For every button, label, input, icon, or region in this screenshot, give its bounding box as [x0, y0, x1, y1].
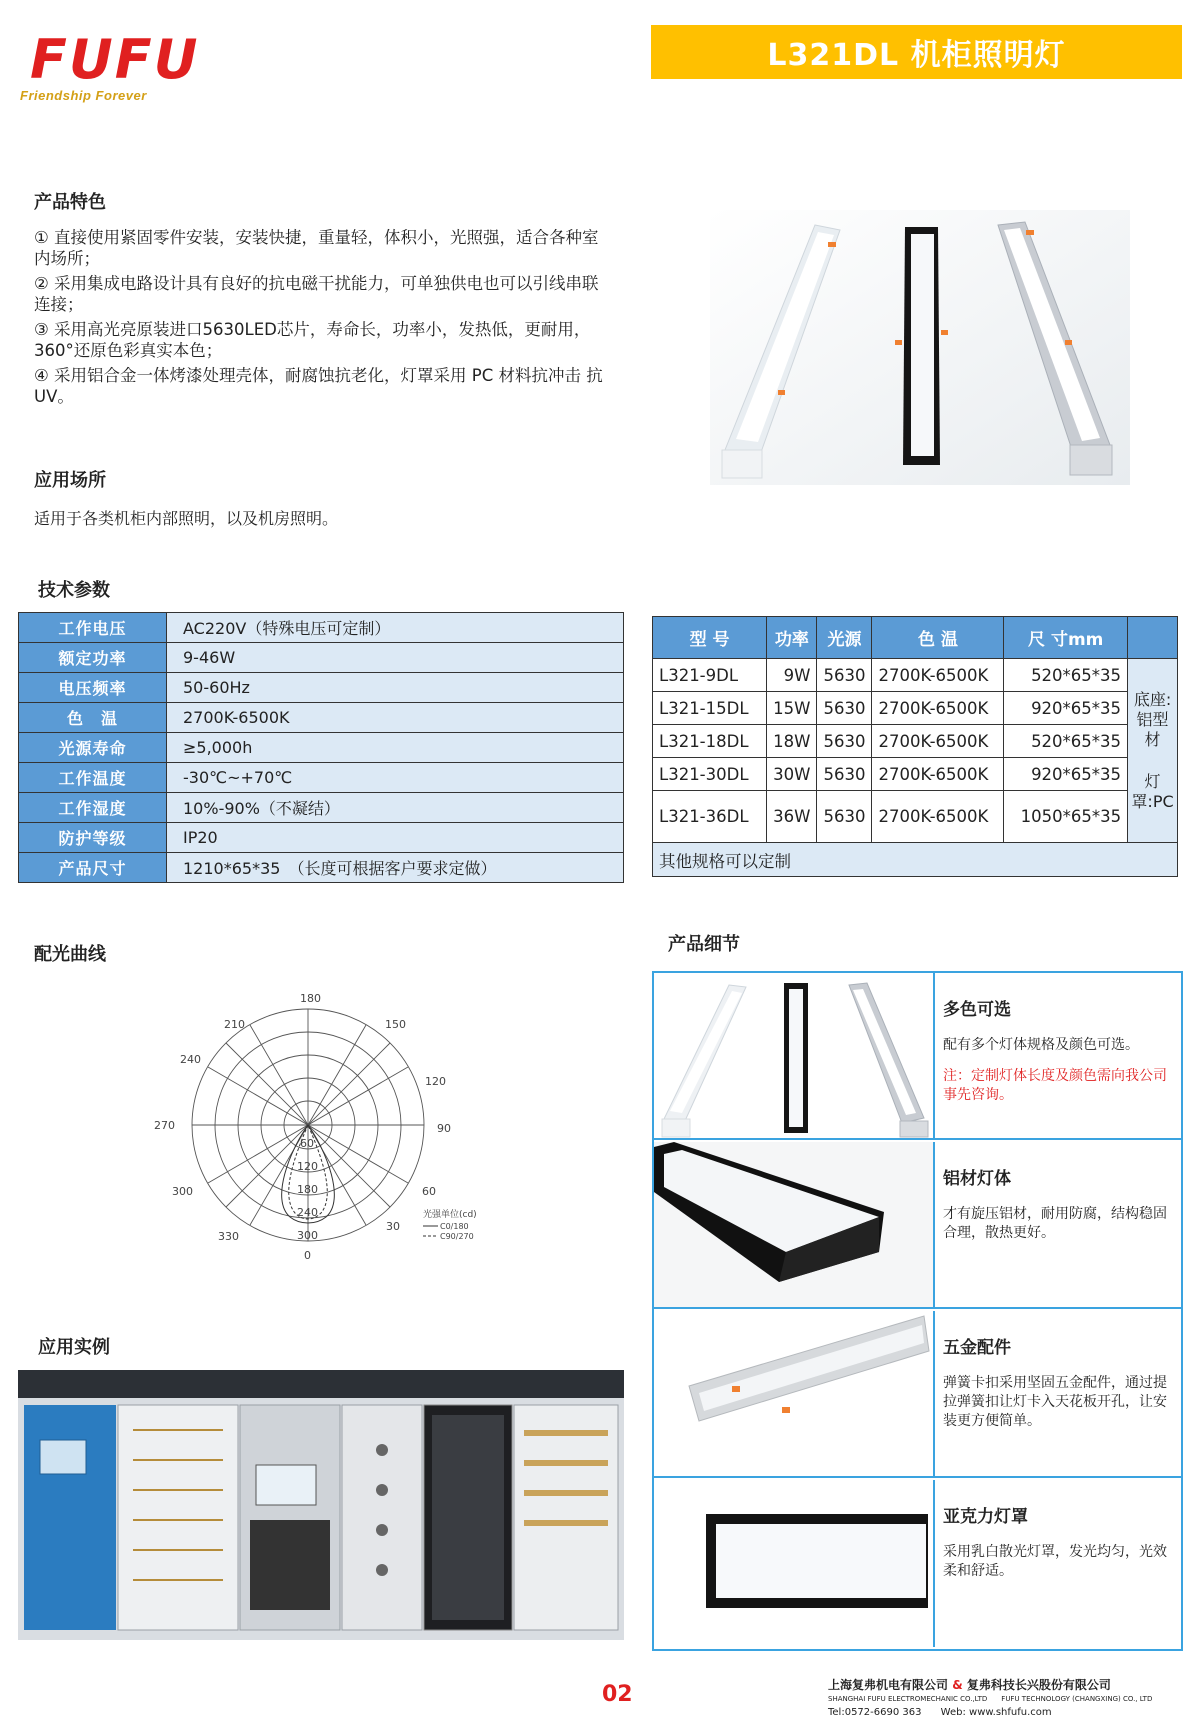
application-heading: 应用场所: [34, 470, 106, 491]
spec-key: 工作湿度: [19, 793, 167, 823]
ring-label: 240: [297, 1206, 318, 1219]
spec-key: 电压频率: [19, 673, 167, 703]
spec-value: ≥5,000h: [167, 733, 624, 763]
angle-label: 240: [180, 1053, 201, 1066]
detail-image-acrylic: [654, 1480, 935, 1647]
page-number: 02: [602, 1682, 633, 1707]
cell-model: L321-15DL: [653, 692, 767, 725]
ampersand: &: [952, 1678, 963, 1692]
table-row: [19, 703, 624, 733]
table-row: [653, 659, 1178, 692]
table-row: [653, 843, 1178, 877]
footer-en: SHANGHAI FUFU ELECTROMECHANIC CO.,LTD FUFU TECHNOLOGY (CHANGXING) CO., LTD: [828, 1695, 1153, 1703]
detail-image-colors: [654, 973, 935, 1138]
company-2: 复弗科技长兴股份有限公司: [966, 1678, 1111, 1692]
detail-panel: [652, 971, 1183, 1651]
material-note: [1128, 659, 1178, 843]
features-list: [34, 227, 614, 411]
cell-power: 18W: [767, 725, 817, 758]
feature-item: ② 采用集成电路设计具有良好的抗电磁干扰能力，可单独供电也可以引线串联连接；: [34, 274, 599, 314]
legend-c90: C90/270: [440, 1232, 474, 1241]
features-heading: 产品特色: [34, 192, 106, 213]
detail-desc: 才有旋压铝材，耐用防腐，结构稳固合理，散热更好。: [943, 1206, 1167, 1241]
cell-source: 5630: [817, 791, 872, 843]
footer-contact: [828, 1706, 1188, 1720]
cell-size: 1050*65*35: [1004, 791, 1128, 843]
table-row: [19, 613, 624, 643]
specs-heading: 技术参数: [38, 580, 110, 601]
angle-label: 180: [300, 992, 321, 1005]
detail-note: 注：定制灯体长度及颜色需向我公司事先咨询。: [943, 1068, 1167, 1103]
title-banner: [651, 25, 1182, 79]
polar-chart: [140, 985, 500, 1275]
custom-note: 其他规格可以定制: [653, 843, 1178, 877]
column-header: 功率: [767, 617, 817, 659]
cell-power: 9W: [767, 659, 817, 692]
feature-item: ③ 采用高光亮原装进口5630LED芯片，寿命长，功率小，发热低，更耐用，360°还原色彩真实本色；: [34, 320, 591, 360]
spec-value: 10%-90%（不凝结）: [167, 793, 624, 823]
table-row: [19, 823, 624, 853]
angle-label: 300: [172, 1185, 193, 1198]
table-row: [19, 793, 624, 823]
cell-source: 5630: [817, 725, 872, 758]
spec-key: 防护等级: [19, 823, 167, 853]
table-row: [19, 853, 624, 883]
ring-label: 60: [300, 1137, 314, 1150]
table-row: [653, 758, 1178, 791]
detail-desc: 采用乳白散光灯罩，发光均匀，光效柔和舒适。: [943, 1544, 1167, 1579]
footer-web: Web: www.shfufu.com: [940, 1707, 1052, 1718]
column-header-blank: [1128, 617, 1178, 659]
detail-title: 亚克力灯罩: [943, 1507, 1028, 1527]
angle-label: 60: [422, 1185, 436, 1198]
spec-value: AC220V（特殊电压可定制）: [167, 613, 624, 643]
legend-c0: C0/180: [440, 1222, 469, 1231]
cell-cct: 2700K-6500K: [872, 725, 1004, 758]
table-row: [19, 763, 624, 793]
application-text: 适用于各类机柜内部照明，以及机房照明。: [34, 509, 339, 528]
logo-wordmark: FUFU: [30, 28, 200, 91]
cell-cct: 2700K-6500K: [872, 692, 1004, 725]
spec-value: -30℃~+70℃: [167, 763, 624, 793]
angle-label: 90: [437, 1122, 451, 1135]
column-header: 色 温: [872, 617, 1004, 659]
detail-title: 五金配件: [943, 1338, 1011, 1358]
material-base: 底座:铝型材: [1133, 689, 1172, 749]
details-heading: 产品细节: [668, 934, 740, 955]
ring-label: 120: [297, 1160, 318, 1173]
spec-key: 额定功率: [19, 643, 167, 673]
ring-label: 180: [297, 1183, 318, 1196]
cell-cct: 2700K-6500K: [872, 791, 1004, 843]
angle-label: 270: [154, 1119, 175, 1132]
angle-label: 150: [385, 1018, 406, 1031]
spec-value: 2700K-6500K: [167, 703, 624, 733]
cell-size: 920*65*35: [1004, 758, 1128, 791]
spec-key: 色 温: [19, 703, 167, 733]
table-header-row: [653, 617, 1178, 659]
angle-label: 30: [386, 1220, 400, 1233]
cell-model: L321-18DL: [653, 725, 767, 758]
cell-cct: 2700K-6500K: [872, 659, 1004, 692]
detail-title: 铝材灯体: [943, 1169, 1011, 1189]
spec-value: 9-46W: [167, 643, 624, 673]
cell-size: 520*65*35: [1004, 725, 1128, 758]
logo-tagline: Friendship Forever: [20, 88, 147, 103]
footer: [828, 1678, 1188, 1720]
table-row: [19, 733, 624, 763]
cell-model: L321-36DL: [653, 791, 767, 843]
cell-power: 15W: [767, 692, 817, 725]
example-heading: 应用实例: [38, 1337, 110, 1358]
application-photo: [18, 1370, 624, 1640]
table-row: [19, 673, 624, 703]
footer-tel: Tel:0572-6690 363: [828, 1707, 922, 1718]
spec-table: [18, 612, 624, 883]
table-row: [653, 725, 1178, 758]
column-header: 型 号: [653, 617, 767, 659]
detail-desc: 弹簧卡扣采用坚固五金配件，通过提拉弹簧扣让灯卡入天花板开孔，让安装更方便简单。: [943, 1375, 1167, 1429]
polar-heading: 配光曲线: [34, 944, 106, 965]
feature-item: ① 直接使用紧固零件安装，安装快捷，重量轻，体积小，光照强，适合各种室内场所；: [34, 228, 599, 268]
cell-size: 520*65*35: [1004, 659, 1128, 692]
cell-cct: 2700K-6500K: [872, 758, 1004, 791]
detail-row: [654, 1142, 1181, 1309]
company-1: 上海复弗机电有限公司: [828, 1678, 949, 1692]
cell-power: 36W: [767, 791, 817, 843]
detail-desc: 配有多个灯体规格及颜色可选。: [943, 1037, 1139, 1053]
table-row: [19, 643, 624, 673]
material-cover: 灯罩:PC: [1131, 771, 1174, 811]
ring-label: 300: [297, 1229, 318, 1242]
angle-label: 0: [304, 1249, 311, 1262]
spec-key: 产品尺寸: [19, 853, 167, 883]
brand-logo: [18, 28, 200, 108]
product-illustration: [710, 210, 1130, 485]
column-header: 光源: [817, 617, 872, 659]
cell-model: L321-30DL: [653, 758, 767, 791]
spec-key: 光源寿命: [19, 733, 167, 763]
spec-value: 1210*65*35 （长度可根据客户要求定做）: [167, 853, 624, 883]
detail-title: 多色可选: [943, 1000, 1011, 1020]
column-header: 尺 寸mm: [1004, 617, 1128, 659]
feature-item: ④ 采用铝合金一体烤漆处理壳体，耐腐蚀抗老化，灯罩采用 PC 材料抗冲击 抗 UV。: [34, 366, 603, 406]
cell-source: 5630: [817, 659, 872, 692]
table-row: [653, 791, 1178, 843]
table-row: [653, 692, 1178, 725]
spec-key: 工作温度: [19, 763, 167, 793]
cell-power: 30W: [767, 758, 817, 791]
footer-companies: [828, 1678, 1188, 1692]
spec-value: IP20: [167, 823, 624, 853]
cell-source: 5630: [817, 692, 872, 725]
angle-label: 120: [425, 1075, 446, 1088]
detail-image-hardware: [654, 1311, 935, 1476]
cell-model: L321-9DL: [653, 659, 767, 692]
detail-row: [654, 1311, 1181, 1478]
angle-label: 330: [218, 1230, 239, 1243]
detail-image-aluminum: [654, 1142, 935, 1307]
legend-title: 光强单位(cd): [423, 1210, 477, 1220]
spec-key: 工作电压: [19, 613, 167, 643]
detail-row: [654, 973, 1181, 1140]
cell-source: 5630: [817, 758, 872, 791]
detail-row: [654, 1480, 1181, 1647]
cell-size: 920*65*35: [1004, 692, 1128, 725]
spec-value: 50-60Hz: [167, 673, 624, 703]
angle-label: 210: [224, 1018, 245, 1031]
model-table: [652, 616, 1178, 877]
page-title: L321DL 机柜照明灯: [767, 38, 1066, 73]
